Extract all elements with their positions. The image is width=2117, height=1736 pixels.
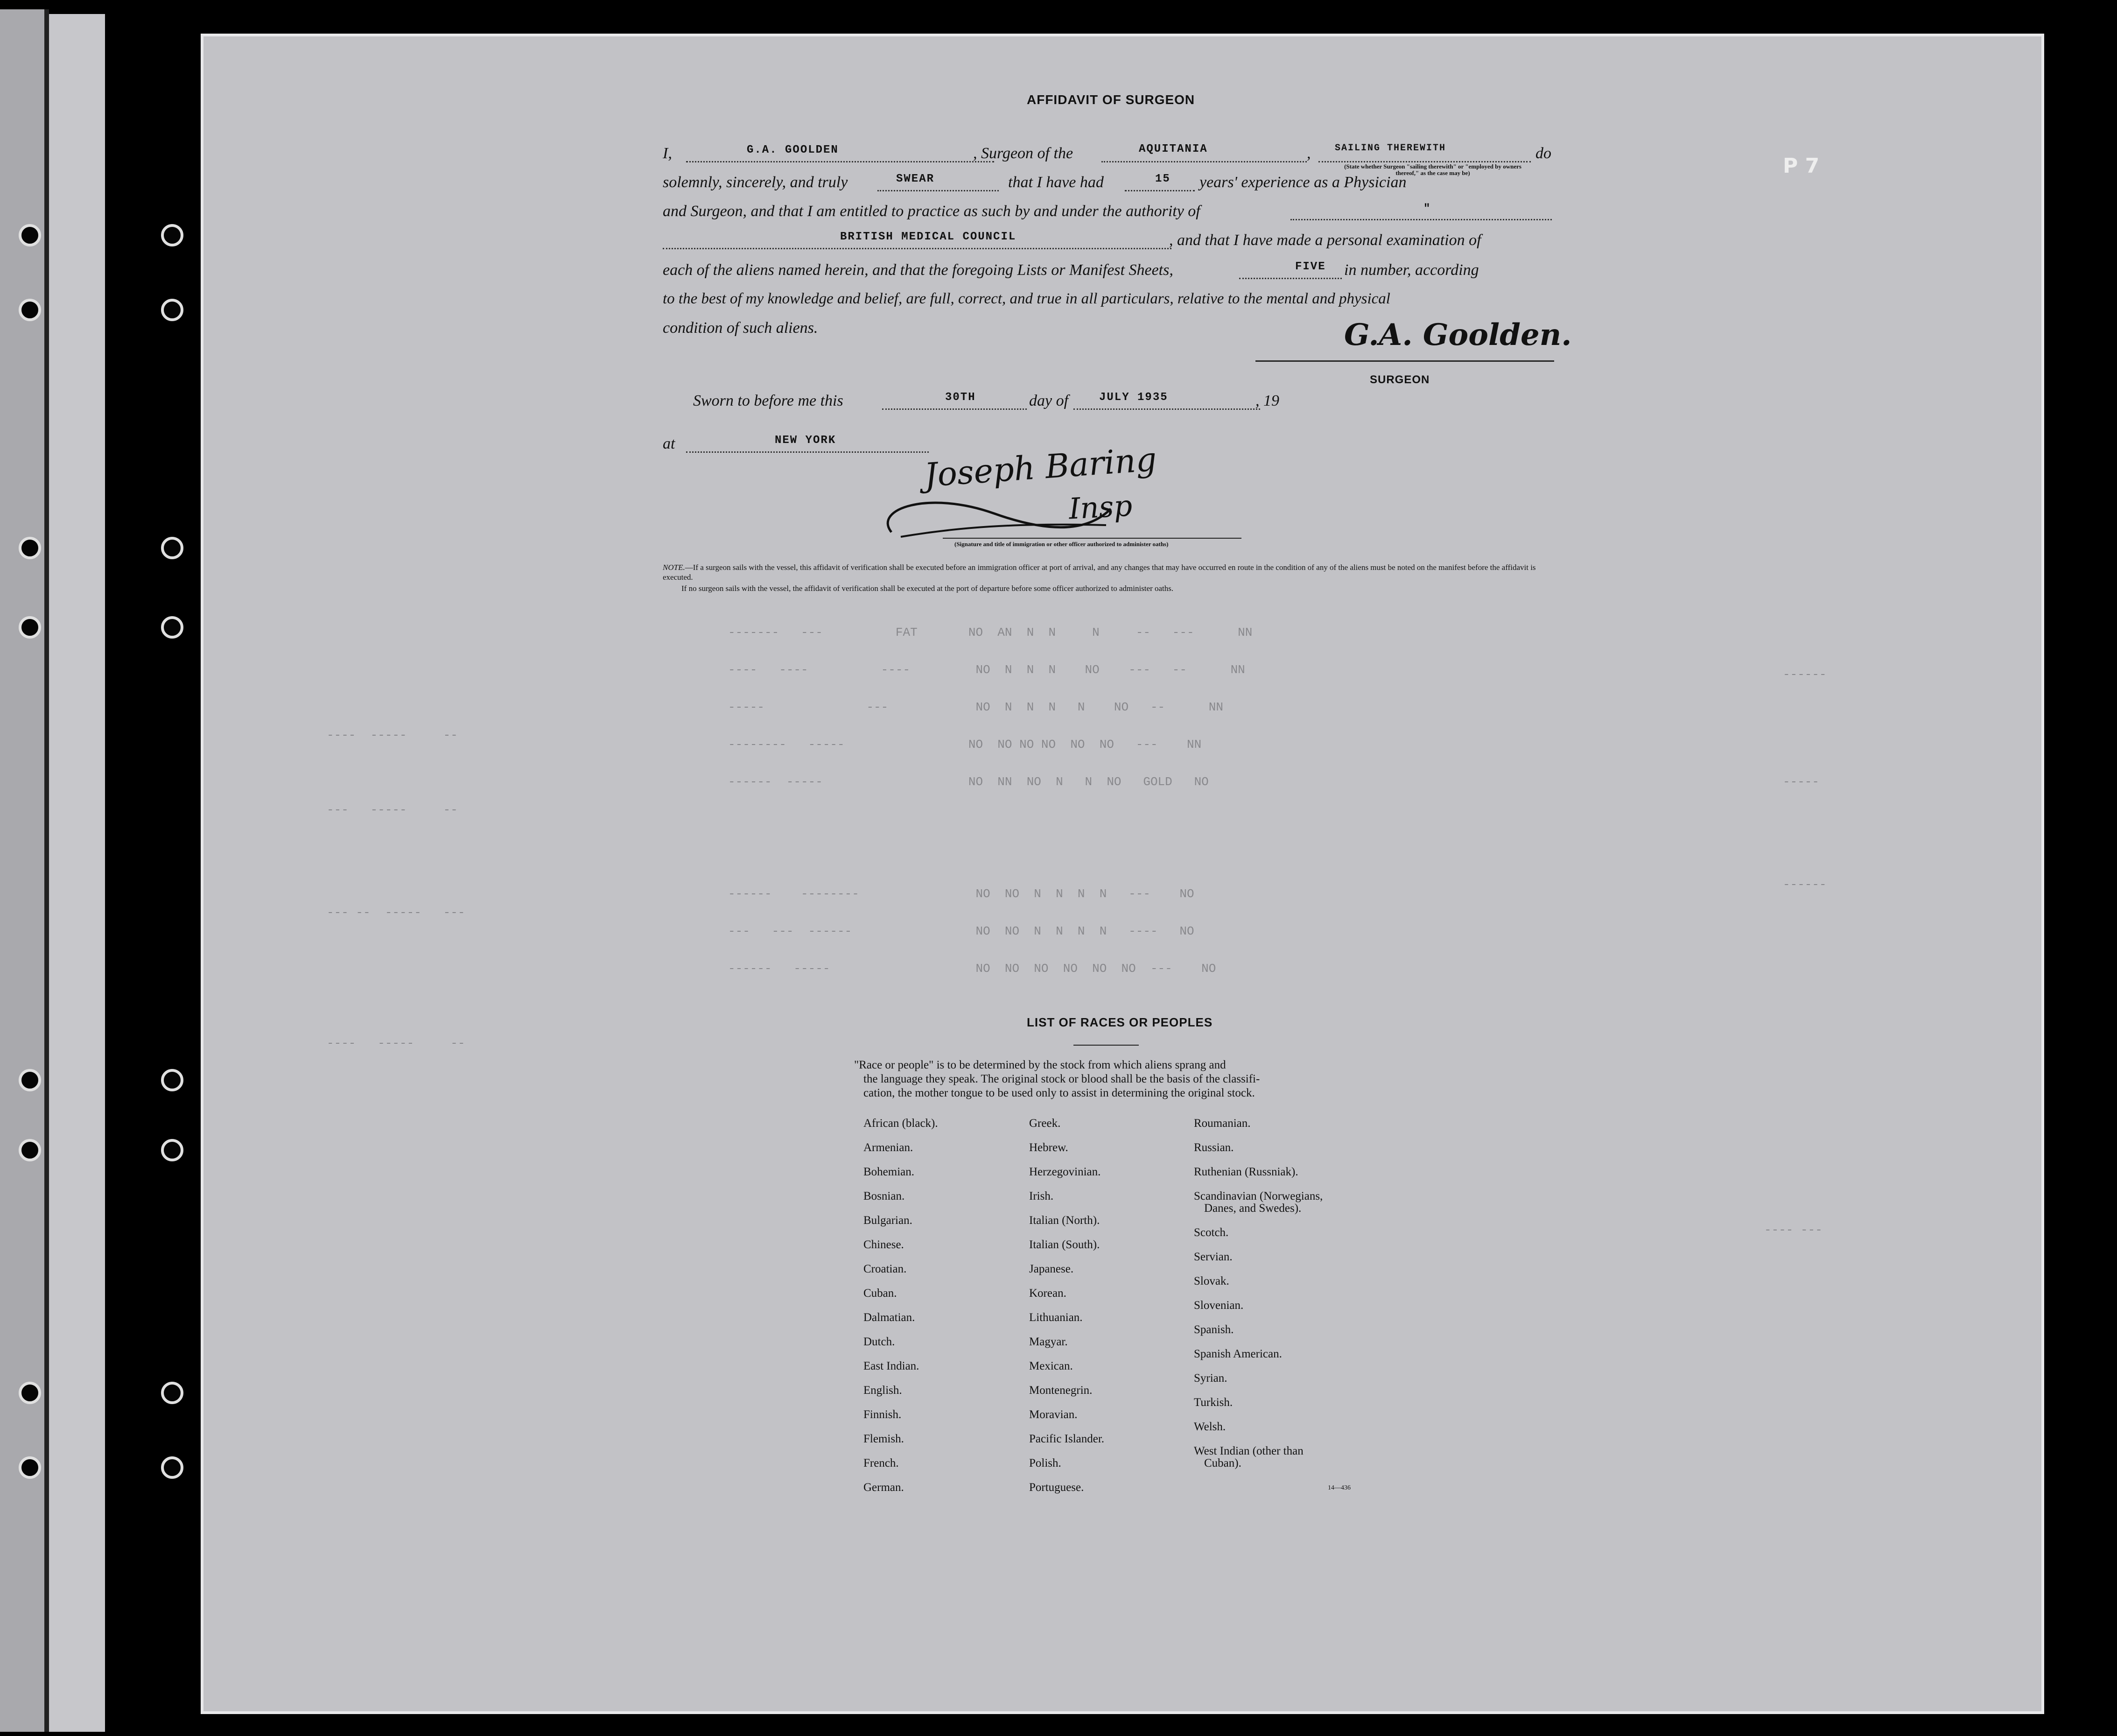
race-item: Pacific Islander. (1029, 1433, 1105, 1445)
race-item: East Indian. (863, 1360, 919, 1372)
binder-hole (161, 537, 183, 559)
text-i: I, (663, 145, 672, 162)
race-item: Welsh. (1194, 1420, 1226, 1433)
race-item: African (black). (863, 1117, 938, 1130)
signature-line (1255, 360, 1554, 362)
text-each: each of the aliens named herein, and that the foregoing Lists or Manifest Sheets, (663, 261, 1173, 279)
races-intro-1: "Race or people" is to be determined by the stock from which aliens sprang and (854, 1059, 1226, 1071)
text-19: , 19 (1255, 392, 1279, 409)
race-item: Armenian. (863, 1141, 913, 1154)
surgeon-label: SURGEON (1370, 373, 1430, 386)
affidavit-page (201, 34, 2044, 1714)
surgeon-status: SAILING THEREWITH (1335, 143, 1446, 154)
binder-hole (19, 224, 41, 246)
race-item: Magyar. (1029, 1335, 1068, 1348)
race-item: Servian. (1194, 1251, 1233, 1263)
surgeon-name: G.A. GOOLDEN (747, 144, 839, 156)
race-item: Portuguese. (1029, 1481, 1084, 1494)
race-item: Slovenian. (1194, 1299, 1244, 1312)
race-item: Scandinavian (Norwegians, (1194, 1190, 1323, 1202)
form-code: 14—436 (1328, 1484, 1351, 1491)
race-item: Mexican. (1029, 1360, 1073, 1372)
text-in-number: in number, according (1344, 261, 1479, 279)
binder-hole (161, 224, 183, 246)
races-intro-2: the language they speak. The original stock or blood shall be the basis of the classifi- (863, 1073, 1260, 1085)
race-item: Chinese. (863, 1238, 904, 1251)
race-item: Montenegrin. (1029, 1384, 1093, 1397)
binder-hole (19, 1069, 41, 1091)
binder-hole (19, 1139, 41, 1161)
race-item: Korean. (1029, 1287, 1066, 1300)
binder-hole (161, 1456, 183, 1479)
text-that-had: that I have had (1008, 174, 1104, 191)
binder-hole (161, 1382, 183, 1404)
note-lead: NOTE. (663, 563, 685, 572)
race-item: Italian (South). (1029, 1238, 1100, 1251)
race-item: Irish. (1029, 1190, 1054, 1202)
race-item: Slovak. (1194, 1275, 1229, 1287)
binder-hole (19, 1456, 41, 1479)
race-item: Japanese. (1029, 1263, 1074, 1275)
note-text-1: —If a surgeon sails with the vessel, this affidavit of verification shall be executed before an immigration officer at port of arrival, and any changes that may have occurred en route in the condition of any of the aliens must be noted on the manifest before the affidavit is executed. (663, 563, 1536, 582)
race-item: Roumanian. (1194, 1117, 1251, 1130)
officer-title: Insp (1068, 488, 1133, 526)
binder-hole (19, 299, 41, 321)
races-title: LIST OF RACES OR PEOPLES (1027, 1015, 1213, 1029)
page-marker: P 7 (1783, 154, 1820, 178)
sworn-month-year: JULY 1935 (1099, 391, 1168, 404)
status-note: (State whether Surgeon "sailing therewith" or "employed by owners thereof," as the case may be) (1344, 163, 1521, 176)
text-do: do (1535, 145, 1551, 162)
text-sworn: Sworn to before me this (693, 392, 843, 409)
vessel-name: AQUITANIA (1139, 143, 1208, 155)
race-item: Herzegovinian. (1029, 1166, 1101, 1178)
stacked-page-edge (49, 14, 105, 1732)
officer-signature-line (943, 538, 1241, 539)
race-item: Bulgarian. (863, 1214, 912, 1227)
binder-hole (19, 537, 41, 559)
signature-flourish (873, 481, 1115, 541)
affidavit-title: AFFIDAVIT OF SURGEON (1027, 92, 1195, 107)
text-best: to the best of my knowledge and belief, are full, correct, and true in all particulars, relative to the mental and physical (663, 290, 1390, 307)
binder-hole (161, 1069, 183, 1091)
race-item: Bosnian. (863, 1190, 905, 1202)
race-item: Hebrew. (1029, 1141, 1068, 1154)
race-item: Moravian. (1029, 1408, 1078, 1421)
page-gap (44, 9, 49, 1732)
race-item: Danes, and Swedes). (1204, 1202, 1302, 1215)
binder-hole (19, 1382, 41, 1404)
oath-type: SWEAR (896, 173, 935, 185)
sworn-place: NEW YORK (775, 434, 836, 447)
race-item: Dalmatian. (863, 1311, 915, 1324)
race-item: Scotch. (1194, 1226, 1229, 1239)
race-item: French. (863, 1457, 899, 1469)
note-text-2: If no surgeon sails with the vessel, the affidavit of verification shall be executed at the port of departure before some officer authorized to administer oaths. (681, 584, 1174, 593)
race-item: English. (863, 1384, 902, 1397)
officer-signature: Joseph Baring (923, 440, 1158, 495)
race-item: Croatian. (863, 1263, 907, 1275)
binder-hole (161, 1139, 183, 1161)
race-item: Flemish. (863, 1433, 904, 1445)
race-item: Spanish American. (1194, 1348, 1282, 1360)
race-item: Ruthenian (Russniak). (1194, 1166, 1298, 1178)
sworn-day: 30TH (945, 391, 976, 404)
race-item: Dutch. (863, 1335, 895, 1348)
race-item: Lithuanian. (1029, 1311, 1083, 1324)
binder-hole (161, 299, 183, 321)
binder-hole (19, 616, 41, 639)
races-intro-3: cation, the mother tongue to be used only to assist in determining the original stock. (863, 1087, 1255, 1099)
text-solemnly: solemnly, sincerely, and truly (663, 174, 848, 191)
text-at: at (663, 435, 675, 452)
races-title-rule (1073, 1045, 1139, 1046)
race-item: German. (863, 1481, 904, 1494)
sheet-count: FIVE (1295, 260, 1326, 273)
text-surgeon-of: , Surgeon of the (973, 145, 1073, 162)
text-personal: , and that I have made a personal examination of (1169, 232, 1481, 249)
race-item: Polish. (1029, 1457, 1061, 1469)
race-item: Finnish. (863, 1408, 902, 1421)
text-condition: condition of such aliens. (663, 319, 818, 337)
text-comma: , (1307, 145, 1311, 162)
race-item: Spanish. (1194, 1323, 1234, 1336)
authority-name: BRITISH MEDICAL COUNCIL (840, 231, 1016, 243)
text-years: years' experience as a Physician (1199, 174, 1407, 191)
text-and-surgeon: and Surgeon, and that I am entitled to practice as such by and under the authority of (663, 203, 1200, 220)
text-day-of: day of (1029, 392, 1069, 409)
race-item: Italian (North). (1029, 1214, 1100, 1227)
years-experience: 15 (1155, 173, 1171, 185)
surgeon-signature: G.A. Goolden. (1344, 317, 1572, 352)
race-item: Turkish. (1194, 1396, 1233, 1409)
affidavit-note (663, 562, 1549, 582)
ditto-mark: " (1423, 203, 1431, 215)
race-item: Cuban. (863, 1287, 897, 1300)
race-item: Cuban). (1204, 1457, 1241, 1469)
race-item: Russian. (1194, 1141, 1234, 1154)
officer-caption: (Signature and title of immigration or other officer authorized to administer oaths) (954, 541, 1169, 548)
race-item: Greek. (1029, 1117, 1061, 1130)
race-item: West Indian (other than (1194, 1445, 1304, 1457)
race-item: Syrian. (1194, 1372, 1227, 1385)
binder-hole (161, 616, 183, 639)
race-item: Bohemian. (863, 1166, 915, 1178)
